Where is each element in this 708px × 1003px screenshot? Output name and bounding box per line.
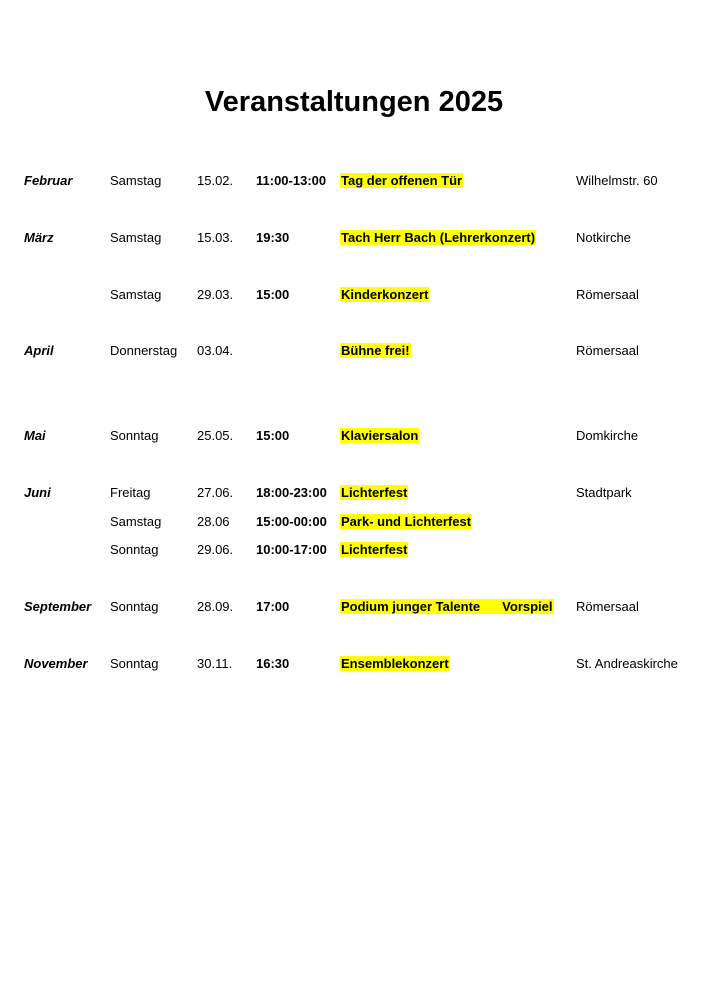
event-title-cell [340, 229, 536, 247]
event-title: Lichterfest [341, 542, 408, 557]
event-date: 28.06 [197, 514, 230, 529]
event-row [0, 427, 708, 445]
event-date: 03.04. [197, 343, 234, 358]
event-date: 29.03. [197, 287, 234, 302]
event-title-cell [340, 541, 408, 559]
event-date: 15.02. [197, 173, 234, 188]
event-title-extra: Vorspiel [502, 599, 553, 614]
event-title-cell [340, 427, 419, 445]
event-weekday: Samstag [110, 514, 162, 529]
event-time: 17:00 [256, 599, 290, 614]
event-row [0, 655, 708, 673]
event-weekday: Samstag [110, 287, 162, 302]
event-row [0, 286, 708, 304]
event-time: 15:00-00:00 [256, 514, 327, 529]
event-location: Römersaal [576, 343, 639, 358]
event-title-highlight [340, 287, 429, 302]
event-row [0, 541, 708, 559]
event-date: 15.03. [197, 230, 234, 245]
event-title: Ensemblekonzert [341, 656, 449, 671]
event-row [0, 229, 708, 247]
event-location: Stadtpark [576, 485, 632, 500]
page-title: Veranstaltungen 2025 [204, 86, 504, 118]
event-title: Tag der offenen Tür [341, 173, 463, 188]
event-weekday: Samstag [110, 230, 162, 245]
event-title: Bühne frei! [341, 343, 410, 358]
event-title-highlight [340, 343, 411, 358]
event-location: Römersaal [576, 287, 639, 302]
event-location: Notkirche [576, 230, 631, 245]
event-weekday: Donnerstag [110, 343, 178, 358]
event-title-highlight [340, 514, 472, 529]
event-title: Kinderkonzert [341, 287, 429, 302]
event-title-highlight [340, 428, 419, 443]
event-weekday: Freitag [110, 485, 151, 500]
event-title-highlight [340, 173, 463, 188]
event-time: 18:00-23:00 [256, 485, 327, 500]
event-title-cell [340, 172, 463, 190]
event-date: 27.06. [197, 485, 234, 500]
event-title-highlight [340, 599, 554, 614]
event-date: 25.05. [197, 428, 234, 443]
event-weekday: Sonntag [110, 599, 159, 614]
event-time: 10:00-17:00 [256, 542, 327, 557]
event-row [0, 172, 708, 190]
event-row [0, 342, 708, 360]
event-title-cell [340, 286, 429, 304]
event-date: 28.09. [197, 599, 234, 614]
event-row [0, 598, 708, 616]
event-month: September [24, 599, 92, 614]
event-weekday: Samstag [110, 173, 162, 188]
event-date: 30.11. [197, 656, 233, 671]
event-month: November [24, 656, 88, 671]
event-time: 11:00-13:00 [256, 173, 327, 188]
event-location: St. Andreaskirche [576, 656, 678, 671]
event-title-highlight [340, 542, 408, 557]
event-row [0, 513, 708, 531]
event-title: Lichterfest [341, 485, 408, 500]
event-title-highlight [340, 230, 536, 245]
event-time: 19:30 [256, 230, 290, 245]
event-location: Römersaal [576, 599, 639, 614]
event-date: 29.06. [197, 542, 234, 557]
event-title: Tach Herr Bach (Lehrerkonzert) [341, 230, 536, 245]
event-weekday: Sonntag [110, 542, 159, 557]
event-weekday: Sonntag [110, 656, 159, 671]
event-title-cell [340, 513, 472, 531]
event-title: Klaviersalon [341, 428, 419, 443]
event-title: Podium junger Talente [341, 599, 481, 614]
event-month: April [24, 343, 54, 358]
event-weekday: Sonntag [110, 428, 159, 443]
event-row [0, 484, 708, 502]
event-month: März [24, 230, 54, 245]
event-title-highlight [340, 656, 450, 671]
event-time: 16:30 [256, 656, 290, 671]
event-month: Juni [24, 485, 51, 500]
event-title-cell [340, 342, 411, 360]
event-title-highlight [340, 485, 408, 500]
event-location: Domkirche [576, 428, 639, 443]
event-time: 15:00 [256, 428, 290, 443]
event-month: Mai [24, 428, 46, 443]
event-title-cell [340, 484, 408, 502]
event-title-cell [340, 655, 450, 673]
event-title-cell [340, 598, 554, 616]
event-month: Februar [24, 173, 73, 188]
event-title: Park- und Lichterfest [341, 514, 472, 529]
event-location: Wilhelmstr. 60 [576, 173, 658, 188]
event-time: 15:00 [256, 287, 290, 302]
